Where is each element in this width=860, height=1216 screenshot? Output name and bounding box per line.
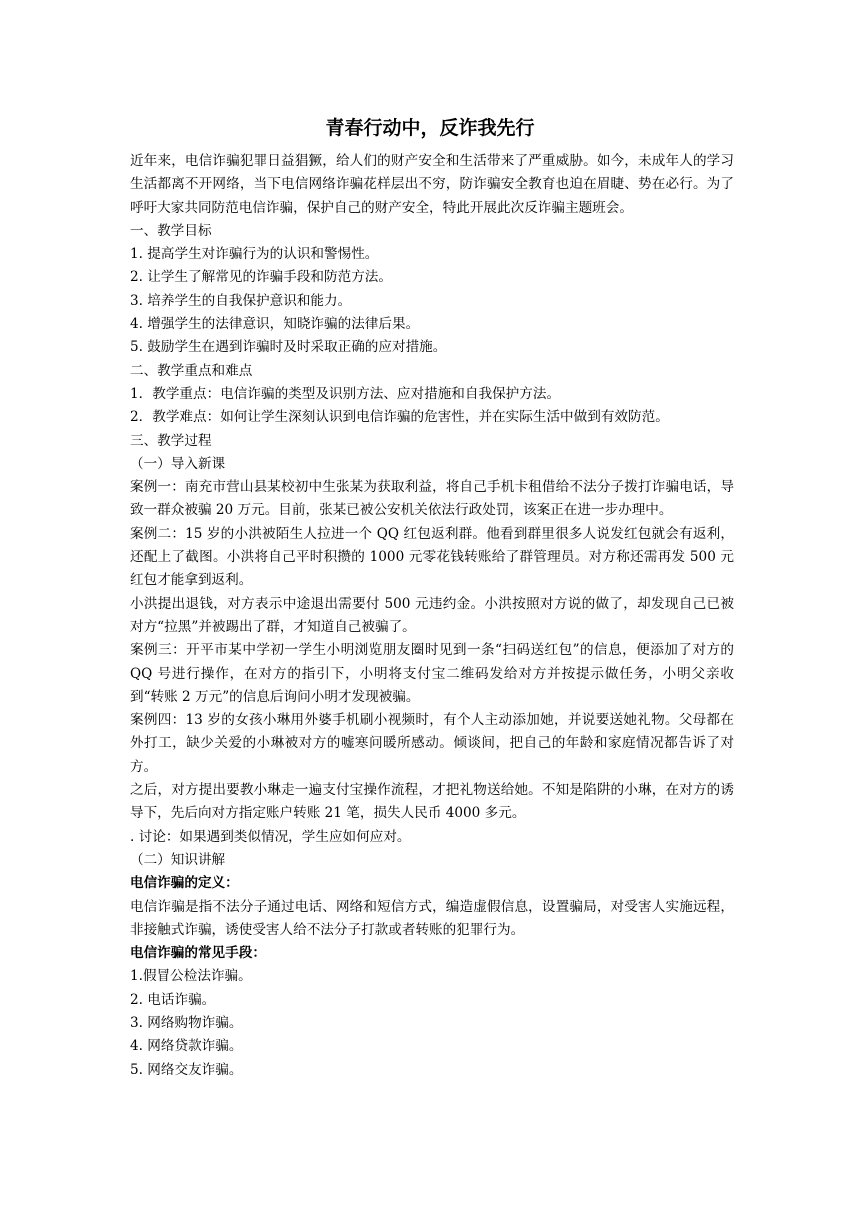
paragraph: 案例三：开平市某中学初一学生小明浏览朋友圈时见到一条“扫码送红包”的信息，便添加了对方的 QQ 号进行操作，在对方的指引下，小明将支付宝二维码发给对方并按提示做任务，小明父亲收到“转账 2 万元”的信息后询问小明才发现被骗。: [130, 642, 734, 705]
section-subheading: 电信诈骗的常见手段：: [130, 945, 266, 962]
paragraph: 案例二：15 岁的小洪被陌生人拉进一个 QQ 红包返利群。他看到群里很多人说发红包就会有返利，还配上了截图。小洪将自己平时积攒的 1000 元零花钱转账给了群管理员。对方称还需再发 500 元红包才能拿到返利。: [130, 525, 734, 589]
paragraph: 4. 增强学生的法律意识，知晓诈骗的法律后果。: [130, 316, 420, 333]
paragraph: 近年来，电信诈骗犯罪日益猖獗，给人们的财产安全和生活带来了严重威胁。如今，未成年人的学习生活都离不开网络，当下电信网络诈骗花样层出不穷，防诈骗安全教育也迫在眉睫、势在必行。为了呼吁大家共同防范电信诈骗，保护自己的财产安全，特此开展此次反诈骗主题班会。: [130, 153, 734, 216]
paragraph: 5. 网络交友诈骗。: [130, 1061, 243, 1078]
paragraph: 3. 培养学生的自我保护意识和能力。: [130, 292, 352, 309]
document-title: 青春行动中，反诈我先行: [325, 117, 535, 139]
paragraph: 二、教学重点和难点: [130, 362, 253, 379]
paragraph: 之后，对方提出要教小琳走一遍支付宝操作流程，才把礼物送给她。不知是陷阱的小琳，在对方的诱导下，先后向对方指定账户转账 21 笔，损失人民币 4000 多元。: [130, 782, 734, 822]
paragraph: 4. 网络贷款诈骗。: [130, 1038, 243, 1055]
document-body: [130, 150, 734, 1082]
paragraph: 3. 网络购物诈骗。: [130, 1014, 243, 1031]
paragraph: 一、教学目标: [130, 222, 212, 239]
paragraph: （一）导入新课: [130, 455, 226, 472]
paragraph: 电信诈骗是指不法分子通过电话、网络和短信方式，编造虚假信息，设置骗局，对受害人实施远程，非接触式诈骗，诱使受害人给不法分子打款或者转账的犯罪行为。: [130, 898, 734, 938]
paragraph: 1．教学重点：电信诈骗的类型及识别方法、应对措施和自我保护方法。: [130, 385, 561, 402]
paragraph: 2．教学难点：如何让学生深刻认识到电信诈骗的危害性，并在实际生活中做到有效防范。: [130, 409, 669, 426]
paragraph: 案例一：南充市营山县某校初中生张某为获取利益，将自己手机卡租借给不法分子拨打诈骗电话，导致一群众被骗 20 万元。目前，张某已被公安机关依法行政处罚，该案正在进一步办理中。: [130, 479, 734, 519]
paragraph: 案例四：13 岁的女孩小琳用外婆手机刷小视频时，有个人主动添加她，并说要送她礼物。父母都在外打工，缺少关爱的小琳被对方的嘘寒问暖所感动。倾谈间，把自己的年龄和家庭情况都告诉了对方。: [130, 712, 734, 775]
paragraph: 5. 鼓励学生在遇到诈骗时及时采取正确的应对措施。: [130, 339, 447, 356]
paragraph: （二）知识讲解: [130, 851, 226, 868]
section-subheading: 电信诈骗的定义：: [130, 875, 239, 892]
paragraph: 1.假冒公检法诈骗。: [130, 968, 252, 985]
paragraph: 2. 让学生了解常见的诈骗手段和防范方法。: [130, 269, 392, 286]
paragraph: 小洪提出退钱，对方表示中途退出需要付 500 元违约金。小洪按照对方说的做了，却发现自己已被对方“拉黑”并被踢出了群，才知道自己被骗了。: [130, 595, 734, 635]
paragraph: 2. 电话诈骗。: [130, 991, 216, 1008]
paragraph: . 讨论：如果遇到类似情况，学生应如何应对。: [130, 828, 411, 845]
paragraph: 1. 提高学生对诈骗行为的认识和警惕性。: [130, 246, 379, 263]
paragraph: 三、教学过程: [130, 432, 212, 449]
